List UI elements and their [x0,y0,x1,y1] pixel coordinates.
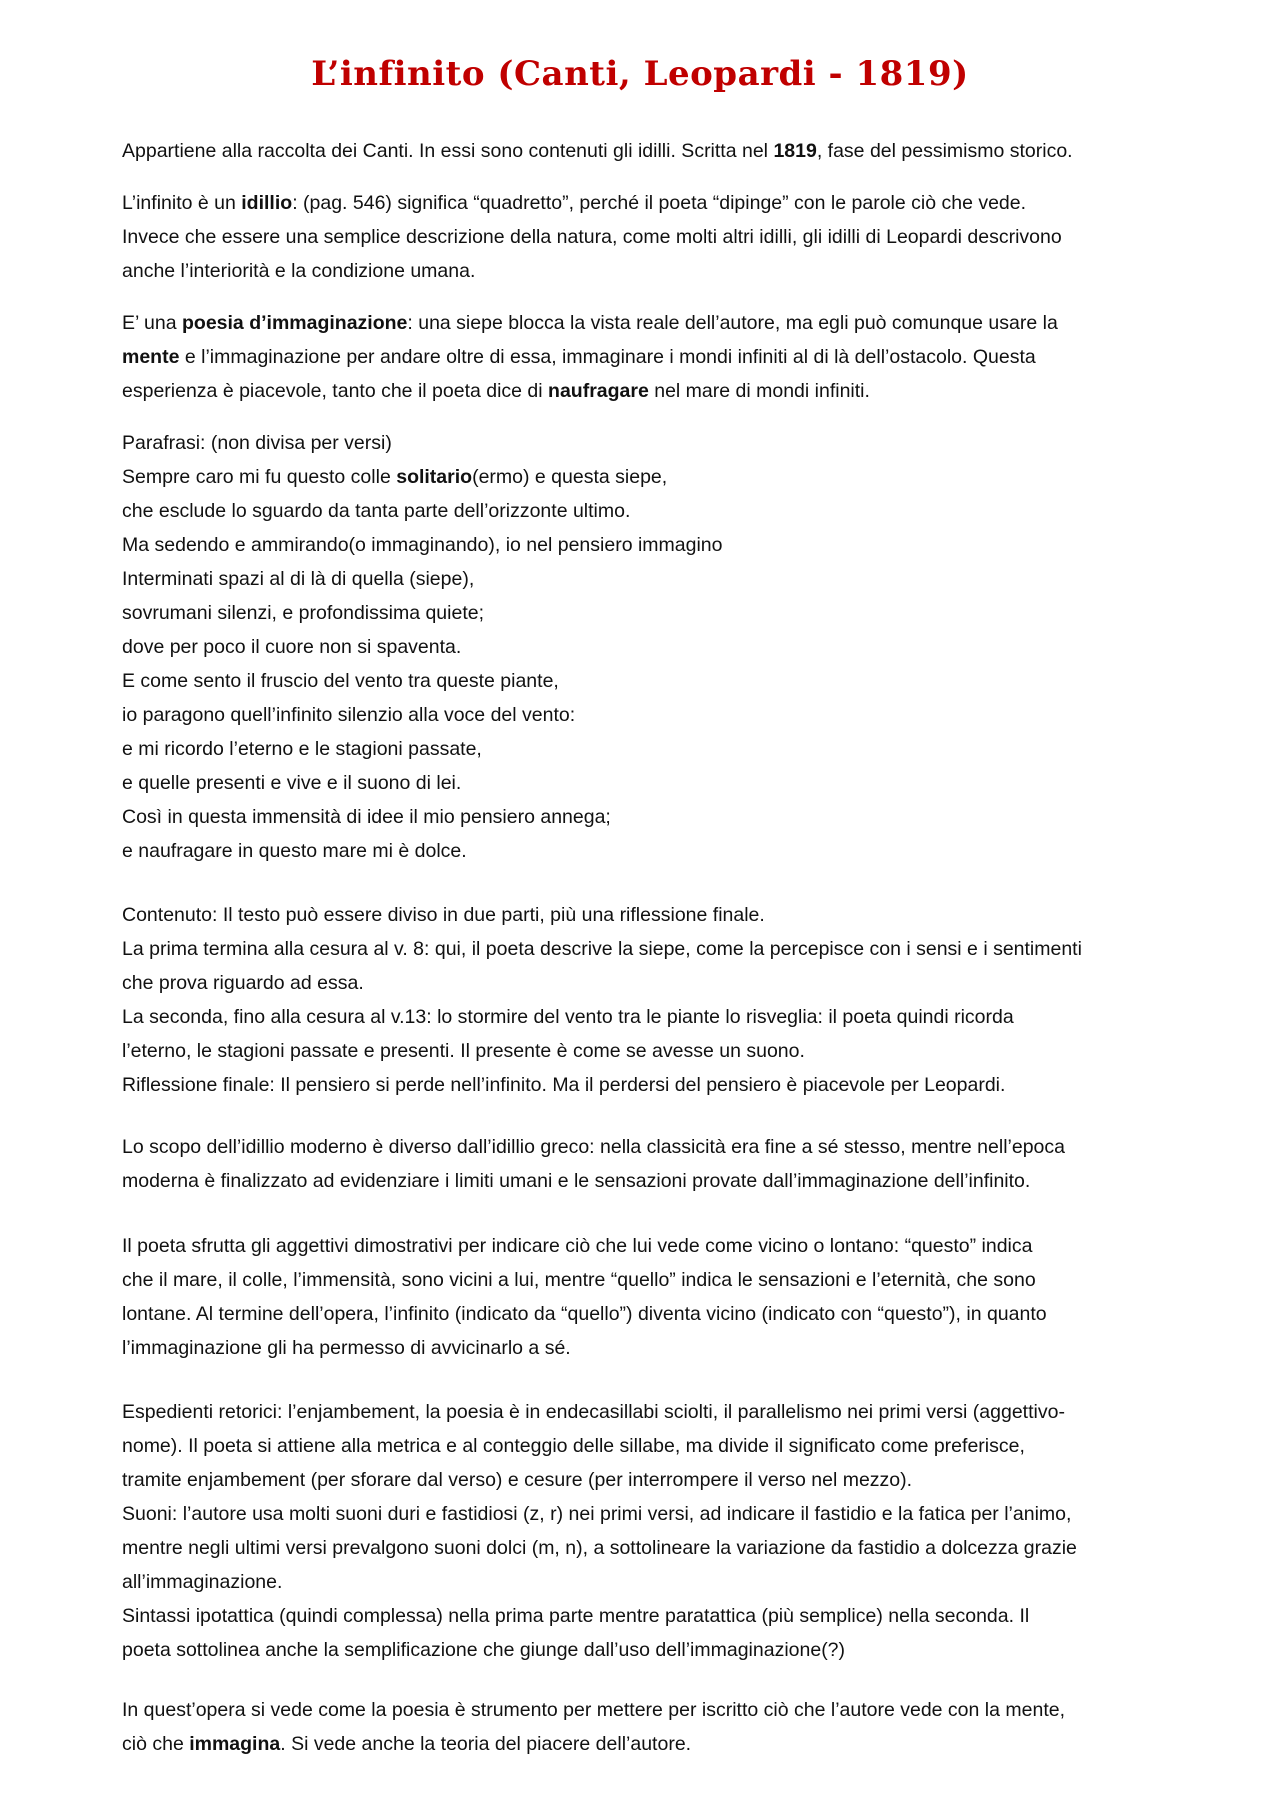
parafrasi-line: Interminati spazi al di là di quella (siepe), [122,568,475,590]
idillio-text-end: : (pag. 546) significa “quadretto”, perché il poeta “dipinge” con le parole ciò che vede. [292,192,1027,214]
document-title: L’infinito (Canti, Leopardi - 1819) [311,54,969,94]
contenuto-line: l’eterno, le stagioni passate e presenti. Il presente è come se avesse un suono. [122,1040,805,1062]
immaginazione-paragraph [122,306,1192,408]
conclusione-paragraph [122,1693,1192,1761]
parafrasi-line: che esclude lo sguardo da tanta parte dell’orizzonte ultimo. [122,500,631,522]
parafrasi-line: dove per poco il cuore non si spaventa. [122,636,462,658]
aggettivi-line: che il mare, il colle, l’immensità, sono vicini a lui, mentre “quello” indica le sensazioni e l’eternità, che sono [122,1269,1036,1291]
espedienti-line: tramite enjambement (per sforare dal verso) e cesure (per interrompere il verso nel mezzo). [122,1469,913,1491]
idillio-line-3: anche l’interiorità e la condizione umana. [122,260,476,282]
aggettivi-line: l’immaginazione gli ha permesso di avvicinarlo a sé. [122,1337,571,1359]
parafrasi-line: Così in questa immensità di idee il mio pensiero annega; [122,806,611,828]
contenuto-line: La seconda, fino alla cesura al v.13: lo stormire del vento tra le piante lo risveglia: il poeta quindi ricorda [122,1006,1014,1028]
scopo-line: Lo scopo dell’idillio moderno è diverso dall’idillio greco: nella classicità era fine a sé stesso, mentre nell’epoca [122,1136,1065,1158]
immaginazione-text-2: : una siepe blocca la vista reale dell’autore, ma egli può comunque usare la [407,312,1058,334]
parafrasi-section [122,426,1192,868]
aggettivi-line: lontane. Al termine dell’opera, l’infinito (indicato da “quello”) diventa vicino (indicato con “questo”), in quanto [122,1303,1047,1325]
conclusione-text-end: . Si vede anche la teoria del piacere dell’autore. [280,1733,692,1755]
parafrasi-line: e quelle presenti e vive e il suono di lei. [122,772,462,794]
espedienti-line: Espedienti retorici: l’enjambement, la poesia è in endecasillabi sciolti, il parallelismo nei primi versi (aggettivo- [122,1401,1065,1423]
conclusione-line-1: In quest’opera si vede come la poesia è strumento per mettere per iscritto ciò che l’autore vede con la mente, [122,1699,1065,1721]
parafrasi-line: e mi ricordo l’eterno e le stagioni passate, [122,738,482,760]
espedienti-line: nome). Il poeta si attiene alla metrica e al conteggio delle sillabe, ma divide il significato come preferisce, [122,1435,1025,1457]
idillio-text: L’infinito è un [122,192,242,214]
scopo-line: moderna è finalizzato ad evidenziare i limiti umani e le sensazioni provate dall’immaginazione dell’infinito. [122,1170,1031,1192]
parafrasi-text: Sempre caro mi fu questo colle [122,466,397,488]
parafrasi-text-end: (ermo) e questa siepe, [472,466,668,488]
immaginazione-text-4: esperienza è piacevole, tanto che il poeta dice di [122,380,549,402]
parafrasi-line: Ma sedendo e ammirando(o immaginando), io nel pensiero immagino [122,534,723,556]
espedienti-line: mentre negli ultimi versi prevalgono suoni dolci (m, n), a sottolineare la variazione da fastidio a dolcezza grazie [122,1537,1077,1559]
aggettivi-line: Il poeta sfrutta gli aggettivi dimostrativi per indicare ciò che lui vede come vicino o lontano: “questo” indica [122,1235,1033,1257]
immaginazione-text: E’ una [122,312,182,334]
parafrasi-heading: Parafrasi: (non divisa per versi) [122,432,392,454]
espedienti-line: Suoni: l’autore usa molti suoni duri e fastidiosi (z, r) nei primi versi, ad indicare il fastidio e la fatica per l’animo, [122,1503,1072,1525]
espedienti-line: Sintassi ipotattica (quindi complessa) nella prima parte mentre paratattica (più semplice) nella seconda. Il [122,1605,1030,1627]
espedienti-line: all’immaginazione. [122,1571,283,1593]
conclusione-text: ciò che [122,1733,190,1755]
intro-year: 1819 [773,140,817,162]
espedienti-section [122,1395,1192,1667]
espedienti-line: poeta sottolinea anche la semplificazione che giunge dall’uso dell’immaginazione(?) [122,1639,846,1661]
solitario-term: solitario [396,466,473,488]
contenuto-section [122,898,1192,1102]
contenuto-line: che prova riguardo ad essa. [122,972,364,994]
contenuto-line: Riflessione finale: Il pensiero si perde nell’infinito. Ma il perdersi del pensiero è piacevole per Leopardi. [122,1074,1006,1096]
intro-text: Appartiene alla raccolta dei Canti. In essi sono contenuti gli idilli. Scritta nel [122,140,774,162]
mente-term: mente [122,346,180,368]
parafrasi-line: E come sento il fruscio del vento tra queste piante, [122,670,559,692]
immaginazione-term: poesia d’immaginazione [182,312,408,334]
contenuto-line: Contenuto: Il testo può essere diviso in due parti, più una riflessione finale. [122,904,765,926]
contenuto-line: La prima termina alla cesura al v. 8: qui, il poeta descrive la siepe, come la percepisce con i sensi e i sentimenti [122,938,1082,960]
parafrasi-line: sovrumani silenzi, e profondissima quiete; [122,602,485,624]
parafrasi-line: e naufragare in questo mare mi è dolce. [122,840,467,862]
scopo-paragraph [122,1130,1192,1198]
idillio-line-2: Invece che essere una semplice descrizione della natura, come molti altri idilli, gli idilli di Leopardi descrivono [122,226,1062,248]
parafrasi-line: io paragono quell’infinito silenzio alla voce del vento: [122,704,576,726]
idillio-term: idillio [241,192,293,214]
immagina-term: immagina [189,1733,281,1755]
immaginazione-text-5: nel mare di mondi infiniti. [648,380,870,402]
intro-paragraph [122,134,1192,168]
naufragare-term: naufragare [548,380,649,402]
aggettivi-paragraph [122,1229,1192,1365]
idillio-paragraph [122,186,1192,288]
intro-text-end: , fase del pessimismo storico. [816,140,1073,162]
immaginazione-text-3: e l’immaginazione per andare oltre di essa, immaginare i mondi infiniti al di là dell’ostacolo. Questa [179,346,1036,368]
